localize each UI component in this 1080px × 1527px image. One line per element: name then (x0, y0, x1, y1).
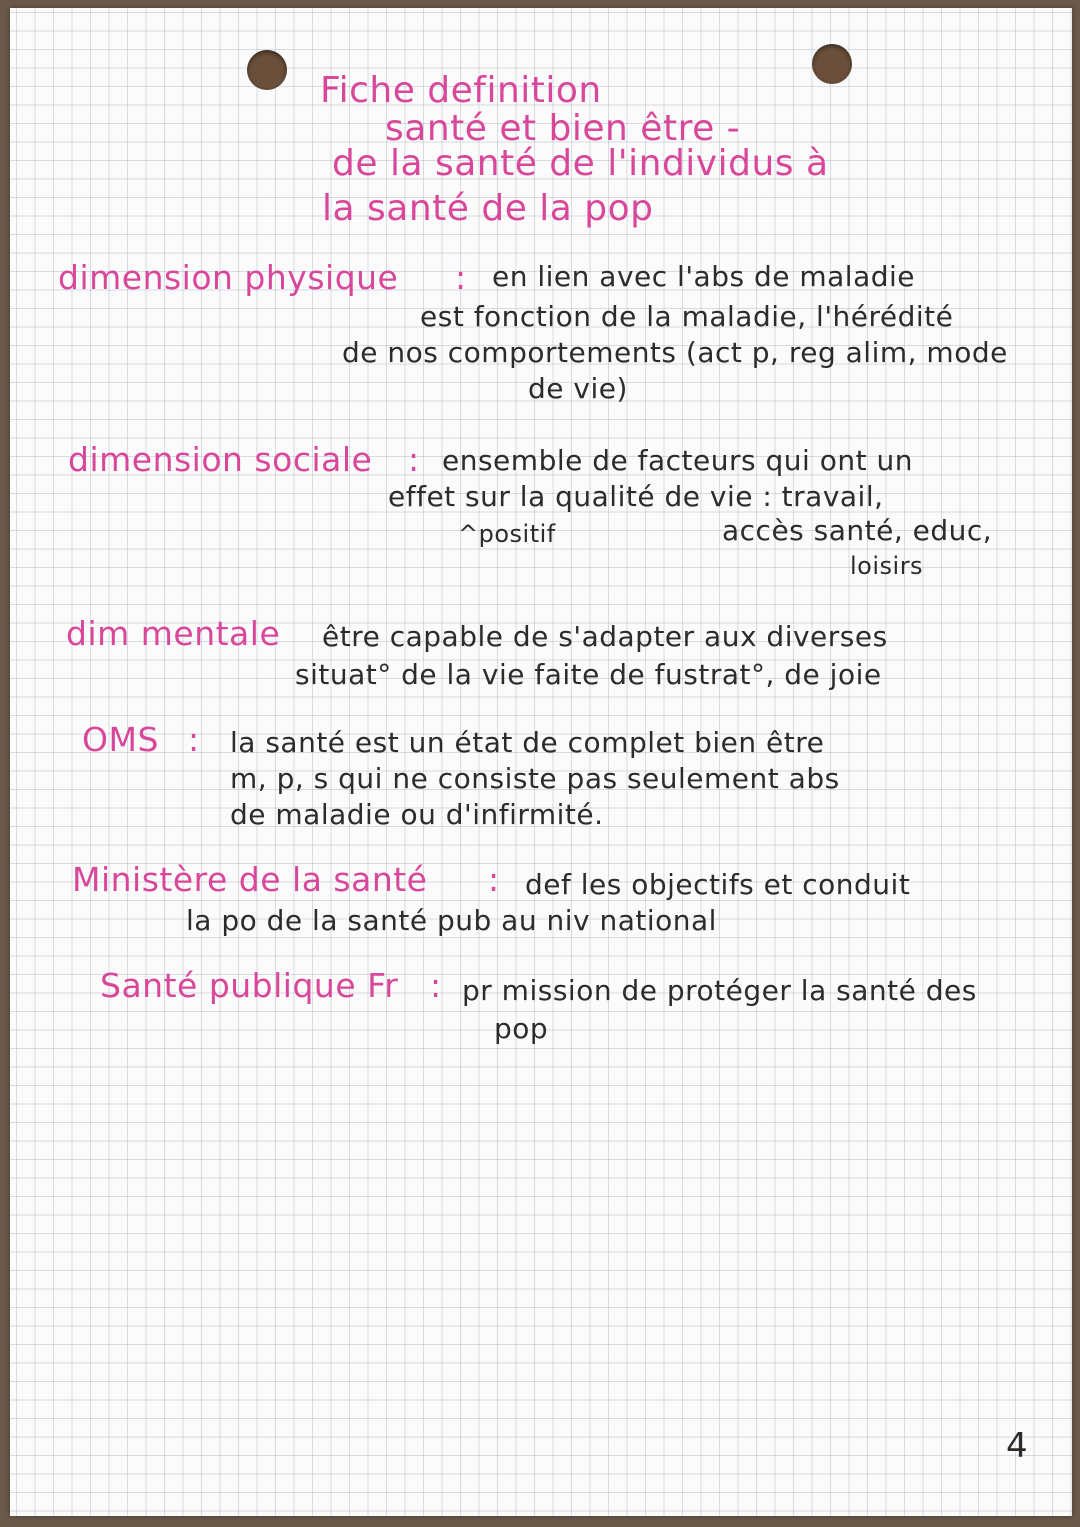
page-number: 4 (1006, 1426, 1029, 1466)
term-dim-mentale: dim mentale (66, 614, 281, 653)
sociale-line-2: effet sur la qualité de vie : travail, (388, 480, 884, 513)
spf-line-2: pop (494, 1012, 549, 1045)
sociale-line-3: accès santé, educ, (722, 514, 993, 547)
term-sante-publique-fr: Santé publique Fr (100, 966, 399, 1005)
sociale-note-positif: ^positif (458, 520, 556, 548)
term-dimension-physique: dimension physique (58, 258, 399, 297)
sociale-line-4: loisirs (850, 552, 924, 580)
oms-line-3: de maladie ou d'infirmité. (230, 798, 604, 831)
ministere-line-1: def les objectifs et conduit (525, 868, 911, 901)
ministere-line-2: la po de la santé pub au niv national (186, 904, 717, 937)
title-line-4: la santé de la pop (322, 188, 654, 229)
mentale-line-1: être capable de s'adapter aux diverses (322, 620, 888, 653)
separator-ministere: : (488, 860, 500, 899)
title-line-3: de la santé de l'individus à (332, 143, 829, 184)
physique-line-2: est fonction de la maladie, l'hérédité (420, 300, 954, 333)
separator-physique: : (455, 258, 467, 297)
sociale-line-1: ensemble de facteurs qui ont un (442, 444, 913, 477)
binder-hole-right (812, 44, 852, 84)
physique-line-1: en lien avec l'abs de maladie (492, 260, 916, 293)
binder-hole-left (247, 50, 287, 90)
oms-line-1: la santé est un état de complet bien être (230, 726, 825, 759)
term-ministere-sante: Ministère de la santé (72, 860, 428, 899)
separator-oms: : (188, 720, 200, 759)
term-oms: OMS (82, 720, 159, 759)
physique-line-4: de vie) (528, 372, 628, 405)
separator-sociale: : (408, 440, 420, 479)
notebook-page (10, 8, 1072, 1516)
physique-line-3: de nos comportements (act p, reg alim, mode (342, 336, 1008, 369)
title-line-1: Fiche definition (320, 70, 602, 111)
mentale-line-2: situat° de la vie faite de fustrat°, de joie (295, 658, 882, 691)
title-line-2: santé et bien être - (385, 108, 741, 149)
separator-spf: : (430, 966, 442, 1005)
spf-line-1: pr mission de protéger la santé des (462, 974, 977, 1007)
term-dimension-sociale: dimension sociale (68, 440, 373, 479)
oms-line-2: m, p, s qui ne consiste pas seulement abs (230, 762, 840, 795)
